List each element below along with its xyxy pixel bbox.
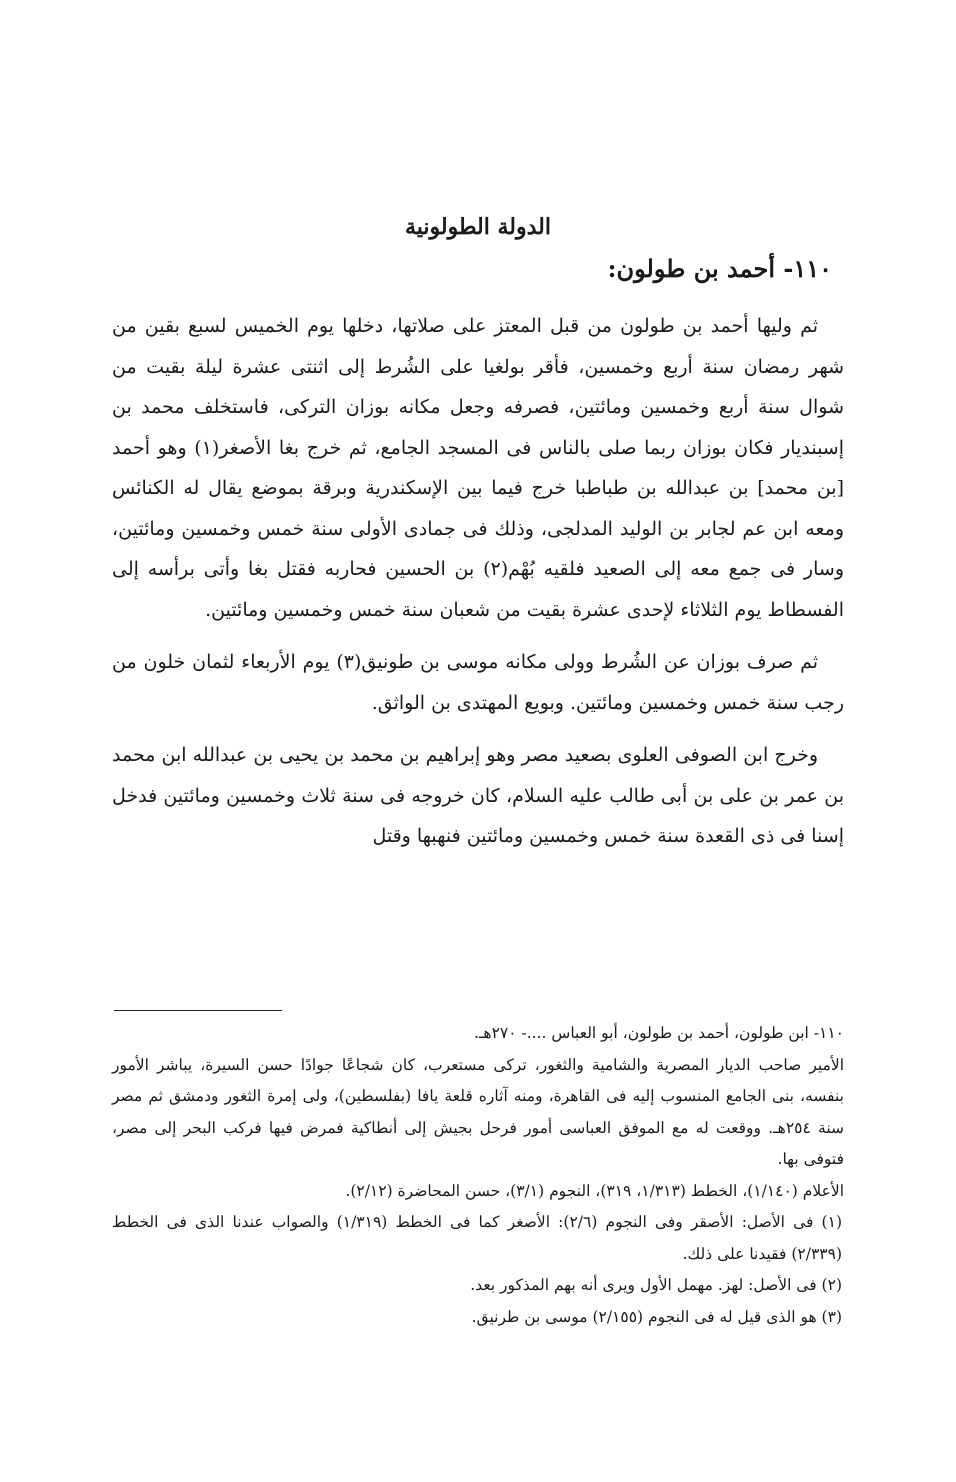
footnote-bio-refs: الأعلام (١/١٤٠)، الخطط (١/٣١٣، ٣١٩)، النجوم (٣/١)، حسن المحاضرة (٢/١٢). xyxy=(345,1181,844,1200)
footnote-2: (٢) فى الأصل: لهز. مهمل الأول ويرى أنه بهم المذكور بعد. xyxy=(470,1276,842,1294)
main-text xyxy=(112,306,844,869)
footnote-divider xyxy=(114,1010,282,1011)
paragraph-1: ثم وليها أحمد بن طولون من قبل المعتز على صلاتها، دخلها يوم الخميس لسبع بقين من شهر رمضان سنة أربع وخمسين، فأقر بولغيا على الشُرط إلى اثنتى عشرة ليلة بقيت من شوال سنة أربع وخمسين ومائتين، فصرفه وجعل مكانه بوزان التركى، فاستخلف محمد بن إسبنديار فكان بوزان ربما صلى بالناس فى المسجد الجامع، ثم خرج بغا الأصغر(١) وهو أحمد [بن محمد] بن عبدالله بن طباطبا خرج فيما بين الإسكندرية وبرقة بموضع يقال له الكنائس ومعه ابن عم لجابر بن الوليد المدلجى، وذلك فى جمادى الأولى سنة خمس وخمسين ومائتين، وسار فى جمع معه إلى الصعيد فلقيه بُهْم(٢) بن الحسين فحاربه فقتل بغا وأتى برأسه إلى الفسطاط يوم الثلاثاء لإحدى عشرة بقيت من شعبان سنة خمس وخمسين ومائتين. xyxy=(112,315,844,621)
footnote-3: (٣) هو الذى قيل له فى النجوم (٢/١٥٥) موسى بن طرنيق. xyxy=(471,1307,842,1326)
footnotes xyxy=(112,1018,844,1333)
entry-title: ١١٠- أحمد بن طولون: xyxy=(607,254,832,283)
paragraph-2: ثم صرف بوزان عن الشُرط وولى مكانه موسى بن طونيق(٣) يوم الأربعاء لثمان خلون من رجب سنة خمس وخمسين ومائتين. وبويع المهتدى بن الواثق. xyxy=(112,651,844,714)
paragraph-3: وخرج ابن الصوفى العلوى بصعيد مصر وهو إبراهيم بن محمد بن يحيى بن عبدالله ابن محمد بن عمر بن على بن أبى طالب عليه السلام، كان خروجه فى سنة ثلاث وخمسين ومائتين فدخل إسنا فى ذى القعدة سنة خمس وخمسين ومائتين فنهبها وقتل xyxy=(112,744,844,847)
footnote-bio-text: الأمير صاحب الديار المصرية والشامية والثغور، تركى مستعرب، كان شجاعًا جوادًا حسن السيرة، يباشر الأمور بنفسه، بنى الجامع المنسوب إليه فى القاهرة، ومنه آثاره قلعة يافا (بفلسطين)، ولى إمرة الثغور ودمشق ثم مصر سنة ٢٥٤هـ. ووقعت له مع الموفق العباسى أمور فرحل بجيش إلى أنطاكية فمرض فيها فركب البحر إلى مصر، فتوفى بها. xyxy=(112,1055,845,1168)
section-heading: الدولة الطولونية xyxy=(405,214,551,240)
footnote-bio-title: ١١٠- ابن طولون، أحمد بن طولون، أبو العباس ....- ٢٧٠هـ. xyxy=(473,1024,844,1042)
footnote-1: (١) فى الأصل: الأصقر وفى النجوم (٢/٦): الأصغر كما فى الخطط (١/٣١٩) والصواب عندنا الذى فى الخطط (٢/٣٣٩) فقيدنا على ذلك. xyxy=(112,1213,842,1263)
